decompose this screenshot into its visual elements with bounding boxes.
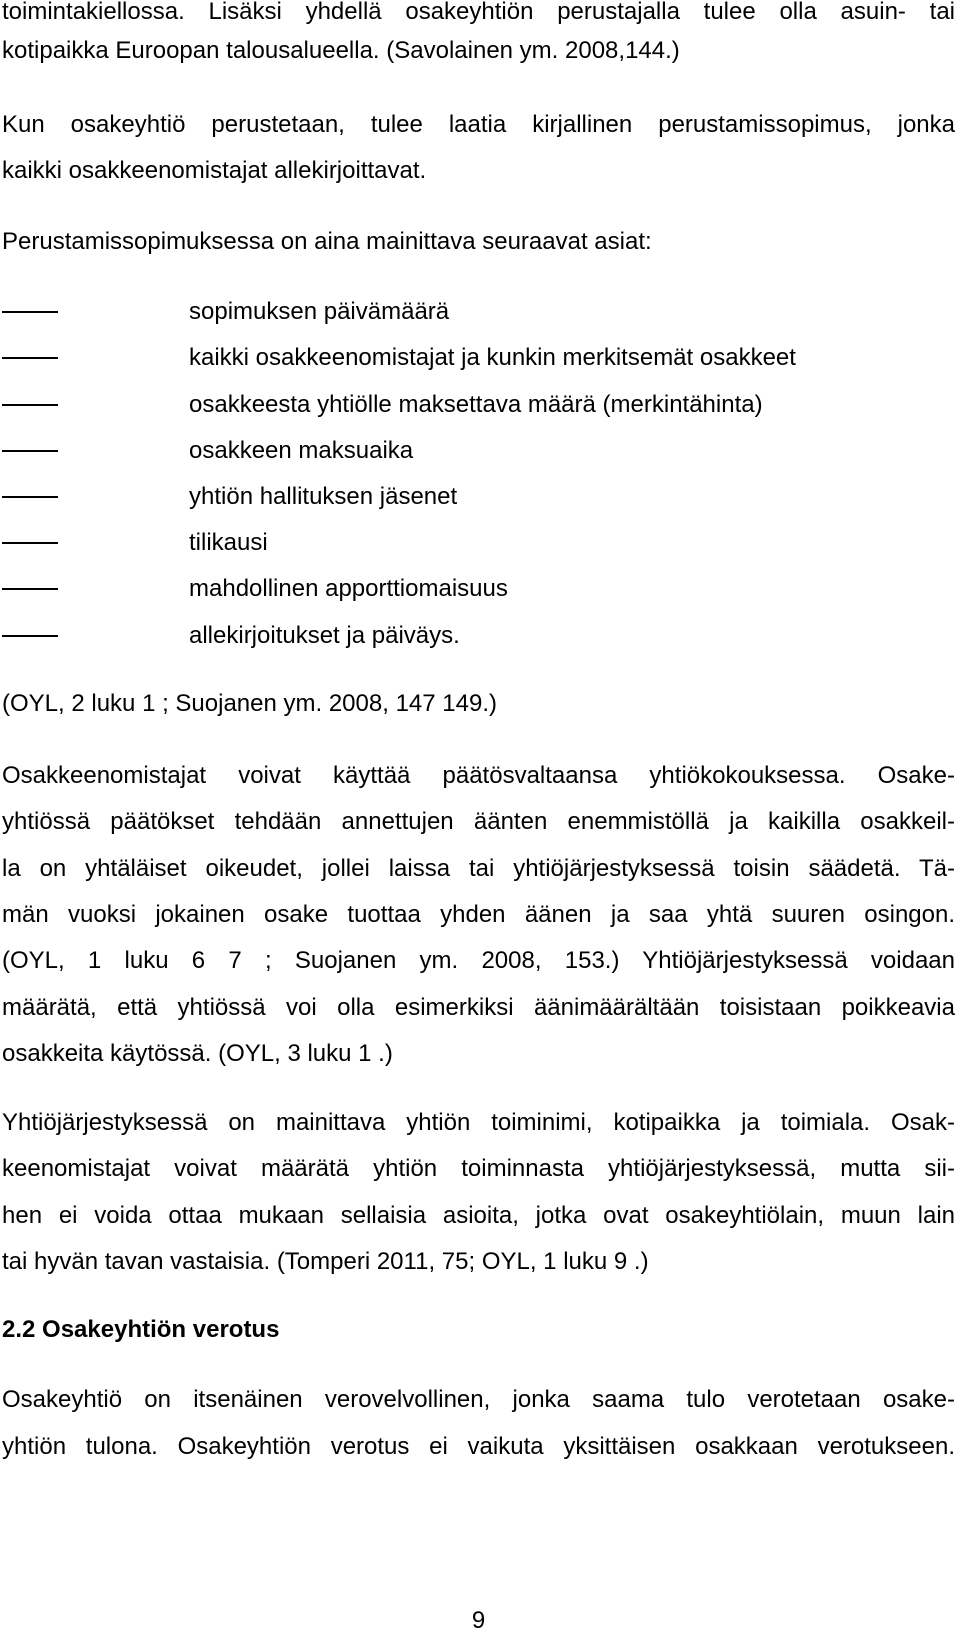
tax-line-1: Osakeyhtiö on itsenäinen verovelvollinen, jonka saama tulo verotetaan osake- [2, 1386, 955, 1413]
articles-line-1: Yhtiöjärjestyksessä on mainittava yhtiön toiminimi, kotipaikka ja toimiala. Osak- [2, 1109, 955, 1136]
dash-bullet-icon [2, 450, 58, 452]
list-item [2, 574, 955, 604]
articles-line-2: keenomistajat voivat määrätä yhtiön toiminnasta yhtiöjärjestyksessä, mutta sii- [2, 1155, 955, 1182]
list-source-citation: (OYL, 2 luku 1 ; Suojanen ym. 2008, 147 149.) [2, 690, 497, 717]
intro-line-2: kotipaikka Euroopan talousalueella. (Savolainen ym. 2008,144.) [2, 37, 680, 64]
dash-bullet-icon [2, 357, 58, 359]
power-line-6: määrätä, että yhtiössä voi olla esimerkiksi äänimäärältään toisistaan poikkeavia [2, 994, 955, 1021]
list-item [2, 343, 955, 373]
power-line-3: la on yhtäläiset oikeudet, jollei laissa tai yhtiöjärjestyksessä toisin säädetä. Tä- [2, 855, 955, 882]
list-item [2, 297, 955, 327]
list-item [2, 436, 955, 466]
intro-line-1: toimintakiellossa. Lisäksi yhdellä osakeyhtiön perustajalla tulee olla asuin- tai [2, 0, 955, 25]
dash-bullet-icon [2, 542, 58, 544]
list-item-text: tilikausi [189, 529, 268, 556]
dash-bullet-icon [2, 311, 58, 313]
list-intro: Perustamissopimuksessa on aina mainittava seuraavat asiat: [2, 228, 652, 255]
power-line-4: män vuoksi jokainen osake tuottaa yhden äänen ja saa yhtä suuren osingon. [2, 901, 955, 928]
list-item [2, 390, 955, 420]
list-item-text: osakkeen maksuaika [189, 437, 414, 464]
list-item [2, 621, 955, 651]
list-item-text: yhtiön hallituksen jäsenet [189, 483, 458, 510]
section-heading: 2.2 Osakeyhtiön verotus [2, 1316, 280, 1343]
founding-line-1: Kun osakeyhtiö perustetaan, tulee laatia kirjallinen perustamissopimus, jonka [2, 111, 955, 138]
tax-line-2: yhtiön tulona. Osakeyhtiön verotus ei vaikuta yksittäisen osakkaan verotukseen. [2, 1433, 955, 1460]
dash-bullet-icon [2, 588, 58, 590]
list-item [2, 482, 955, 512]
page-number: 9 [471, 1607, 486, 1634]
articles-line-3: hen ei voida ottaa mukaan sellaisia asioita, jotka ovat osakeyhtiölain, muun lain [2, 1202, 955, 1229]
dash-bullet-icon [2, 496, 58, 498]
list-item-text: kaikki osakkeenomistajat ja kunkin merkitsemät osakkeet [189, 344, 796, 371]
list-item-text: sopimuksen päivämäärä [189, 298, 450, 325]
dash-bullet-icon [2, 635, 58, 637]
list-item-text: mahdollinen apporttiomaisuus [189, 575, 508, 602]
list-item [2, 528, 955, 558]
power-line-5: (OYL, 1 luku 6 7 ; Suojanen ym. 2008, 153.) Yhtiöjärjestyksessä voidaan [2, 947, 955, 974]
power-line-1: Osakkeenomistajat voivat käyttää päätösvaltaansa yhtiökokouksessa. Osake- [2, 762, 955, 789]
dash-bullet-icon [2, 404, 58, 406]
list-item-text: osakkeesta yhtiölle maksettava määrä (merkintähinta) [189, 391, 763, 418]
list-item-text: allekirjoitukset ja päiväys. [189, 622, 460, 649]
power-line-2: yhtiössä päätökset tehdään annettujen äänten enemmistöllä ja kaikilla osakkeil- [2, 808, 955, 835]
founding-line-2: kaikki osakkeenomistajat allekirjoittavat. [2, 157, 427, 184]
articles-line-4: tai hyvän tavan vastaisia. (Tomperi 2011, 75; OYL, 1 luku 9 .) [2, 1248, 649, 1275]
power-line-7: osakkeita käytössä. (OYL, 3 luku 1 .) [2, 1040, 393, 1067]
